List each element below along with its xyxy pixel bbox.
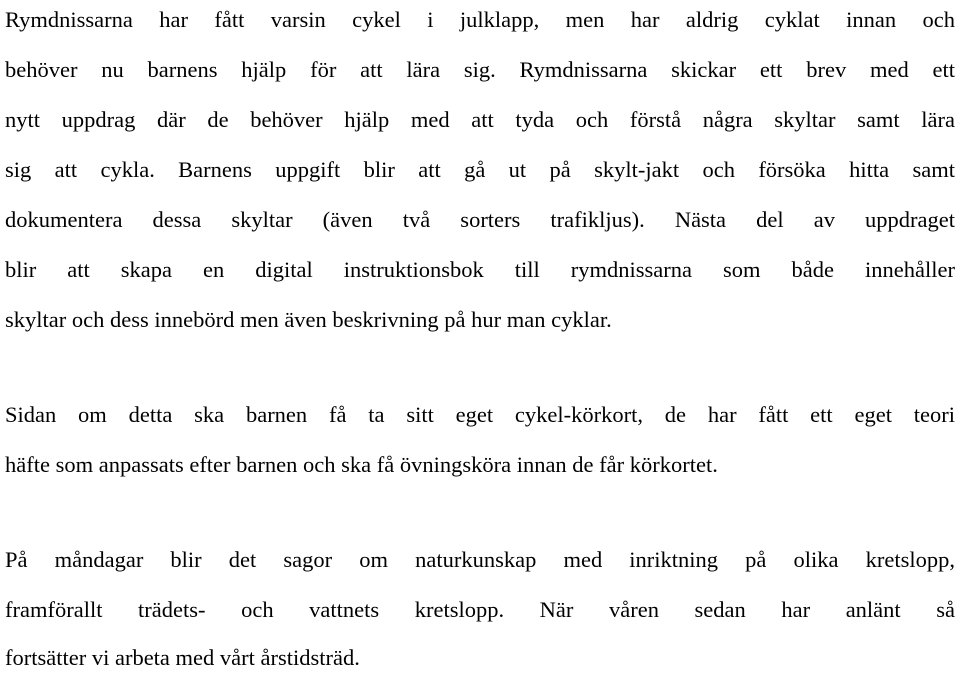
paragraph-1-line-7: skyltar och dess innebörd men även beskrivning på hur man cyklar.	[5, 307, 612, 332]
paragraph-3-line-1: På måndagar blir det sagor om naturkunskap med inriktning på olika kretslopp,	[5, 547, 955, 572]
paragraph-1-line-5: dokumentera dessa skyltar (även två sorters trafikljus). Nästa del av uppdraget	[5, 207, 955, 232]
paragraph-3-line-3: fortsätter vi arbeta med vårt årstidsträd.	[5, 645, 360, 670]
paragraph-3-line-2: framförallt trädets- och vattnets kretslopp. När våren sedan har anlänt så	[5, 597, 955, 622]
paragraph-1-line-4: sig att cykla. Barnens uppgift blir att gå ut på skylt-jakt och försöka hitta samt	[5, 157, 955, 182]
paragraph-1-line-1: Rymdnissarna har fått varsin cykel i julklapp, men har aldrig cyklat innan och	[5, 7, 955, 32]
paragraph-1-line-2: behöver nu barnens hjälp för att lära sig. Rymdnissarna skickar ett brev med ett	[5, 57, 955, 82]
paragraph-1-line-6: blir att skapa en digital instruktionsbok till rymdnissarna som både innehåller	[5, 257, 955, 282]
paragraph-2-line-1: Sidan om detta ska barnen få ta sitt eget cykel-körkort, de har fått ett eget teori	[5, 402, 955, 427]
paragraph-1-line-3: nytt uppdrag där de behöver hjälp med att tyda och förstå några skyltar samt lära	[5, 107, 955, 132]
paragraph-2-line-2: häfte som anpassats efter barnen och ska få övningsköra innan de får körkortet.	[5, 452, 718, 477]
